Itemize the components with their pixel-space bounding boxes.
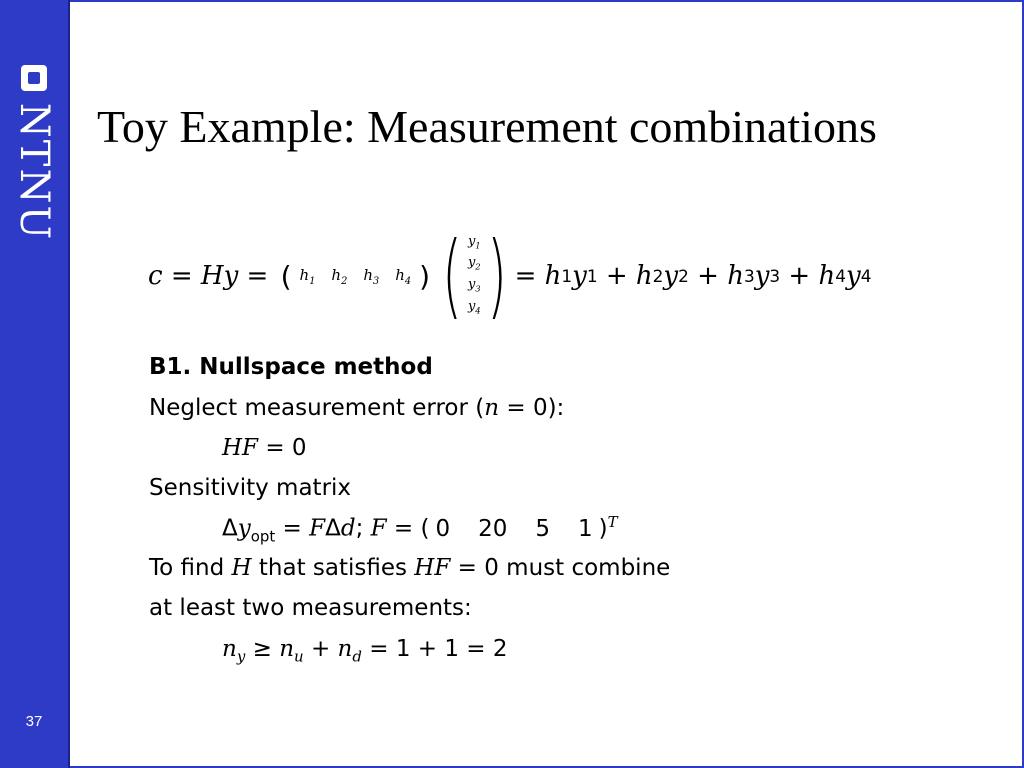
sensitivity-equation: $\Delta y_{opt} = F\Delta d$; F = ( 0 20 5 1 )$^T$: [222, 513, 618, 546]
neglect-prefix: Neglect measurement error (: [149, 395, 485, 421]
hf-equation: HF = 0: [222, 435, 307, 461]
sensitivity-label: Sensitivity matrix: [149, 475, 352, 501]
f-vector: 0 20 5 1: [435, 515, 593, 542]
combination-equation: c = Hy = ( $h_1$ $h_2$ $h_3$ $h_4$ ) ( $y_1$ $y_2$ $y_3$ $y_4$ ) = h 1 y 1 + h 2 y 2 + h 3 y 3 + h 4 y 4: [148, 222, 872, 329]
ntnu-logo-text: NTNU: [11, 102, 57, 242]
ntnu-logo-icon: [20, 64, 48, 92]
at-least-line: at least two measurements:: [149, 595, 472, 621]
slide-title: Toy Example: Measurement combinations: [97, 101, 877, 152]
count-equation: $n_y \ge n_u + n_d = 1 + 1 = 2$: [222, 636, 508, 666]
sidebar-divider: [68, 0, 70, 768]
neglect-suffix: ):: [547, 395, 565, 421]
to-find-line: To find H that satisfies HF = 0 must combine: [149, 555, 671, 581]
sidebar: [0, 0, 68, 768]
frame-top: [70, 0, 1024, 2]
page-number: 37: [25, 713, 43, 730]
section-heading: B1. Nullspace method: [149, 354, 433, 380]
neglect-line: Neglect measurement error (n = 0):: [149, 395, 565, 421]
